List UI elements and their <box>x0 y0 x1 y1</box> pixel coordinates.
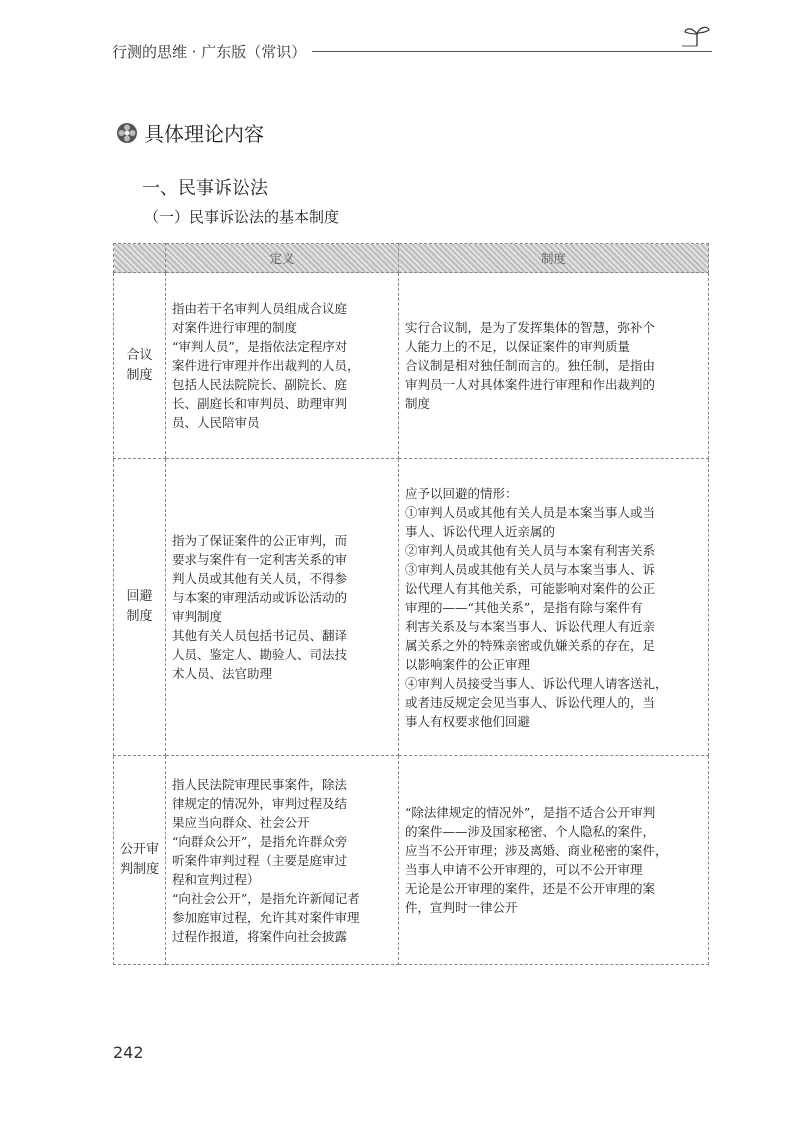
heading-basic-systems: （一）民事诉讼法的基本制度 <box>144 208 340 226</box>
detail-cell: 实行合议制，是为了发挥集体的智慧，弥补个 人能力上的不足，以保证案件的审判质量 合议制是相对独任制而言的。独任制，是指由 审判员一人对具体案件进行审理和作出裁判的 制度 <box>399 273 709 459</box>
flower-badge-icon <box>116 122 138 144</box>
section-heading <box>116 118 264 147</box>
section-title: 具体理论内容 <box>144 122 264 146</box>
table-header-row <box>114 244 709 273</box>
table-row-recusal-system <box>114 459 709 756</box>
running-header <box>112 38 712 64</box>
heading-civil-procedure-law: 一、民事诉讼法 <box>142 178 268 199</box>
table-row-public-trial-system <box>114 756 709 965</box>
row-name-cell: 回避 制度 <box>114 459 166 756</box>
row-name-cell: 合议 制度 <box>114 273 166 459</box>
detail-cell: 应予以回避的情形： ①审判人员或其他有关人员是本案当事人或当 事人、诉讼代理人近亲属的 ②审判人员或其他有关人员与本案有利害关系 ③审判人员或其他有关人员与本案当事人、诉 讼代理人有其他关系，可能影响对案件的公正 审理的——“其他关系”，是指有除与案件有 利害关系及与本案当事人、诉讼代理人有近亲 属关系之外的特殊亲密或仇嫌关系的存在，足 以影响案件的公正审理 ④审判人员接受当事人、诉讼代理人请客送礼， 或者违反规定会见当事人、诉讼代理人的，当 事人有权要求他们回避 <box>399 459 709 756</box>
sprout-icon <box>682 24 712 48</box>
definition-cell: 指为了保证案件的公正审判，而 要求与案件有一定利害关系的审 判人员或其他有关人员，不得参 与本案的审理活动或诉讼活动的 审判制度 其他有关人员包括书记员、翻译 人员、鉴定人、勘验人、司法技 术人员、法官助理 <box>166 459 399 756</box>
header-cell-blank <box>114 244 166 273</box>
basic-systems-table <box>113 243 709 965</box>
detail-cell: “除法律规定的情况外”，是指不适合公开审判 的案件——涉及国家秘密、个人隐私的案件， 应当不公开审理；涉及离婚、商业秘密的案件， 当事人申请不公开审理的，可以不公开审理 无论是公开审理的案件，还是不公开审理的案 件，宣判时一律公开 <box>399 756 709 965</box>
header-rule <box>312 51 712 52</box>
definition-cell: 指人民法院审理民事案件，除法 律规定的情况外，审判过程及结 果应当向群众、社会公开 “向群众公开”，是指允许群众旁 听案件审判过程（主要是庭审过 程和宣判过程） “向社会公开”，是指允许新闻记者 参加庭审过程，允许其对案件审理 过程作报道，将案件向社会披露 <box>166 756 399 965</box>
header-title: 行测的思维 · 广东版（常识） <box>112 42 307 61</box>
row-name-cell: 公开审 判制度 <box>114 756 166 965</box>
table-row-collegial-system <box>114 273 709 459</box>
definition-cell: 指由若干名审判人员组成合议庭 对案件进行审理的制度 “审判人员”，是指依法定程序对 案件进行审理并作出裁判的人员， 包括人民法院院长、副院长、庭 长、副庭长和审判员、助理审判 员、人民陪审员 <box>166 273 399 459</box>
page-number: 242 <box>113 1043 144 1062</box>
header-cell-system: 制度 <box>399 244 709 273</box>
header-cell-definition: 定义 <box>166 244 399 273</box>
